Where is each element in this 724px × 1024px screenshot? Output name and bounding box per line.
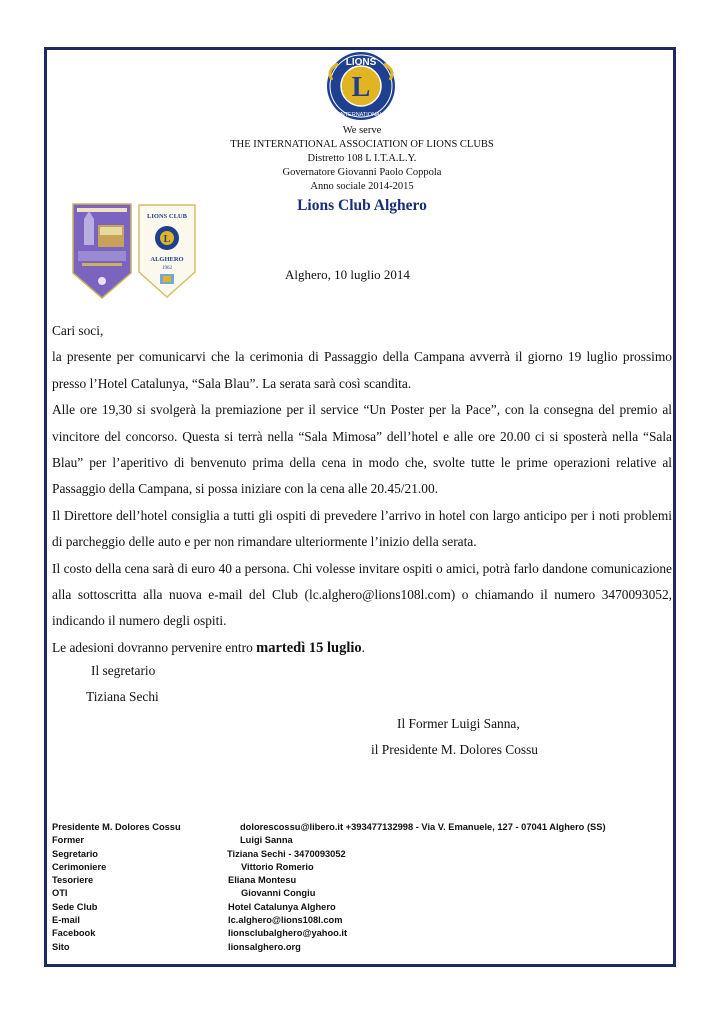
club-year: Anno sociale 2014-2015 [310, 181, 414, 192]
footer-contacts [52, 821, 672, 954]
footer-value: Vittorio Romerio [241, 861, 314, 872]
footer-row [52, 887, 672, 900]
paragraph-1: la presente per comunicarvi che la cerimonia di Passaggio della Campana avverrà il giorno 19 luglio prossimo presso l’Hotel Catalunya, “Sala Blau”. La serata sarà così scandita. [52, 349, 672, 391]
association-name: THE INTERNATIONAL ASSOCIATION OF LIONS CLUBS [230, 139, 494, 150]
deadline-prefix: Le adesioni dovranno pervenire entro [52, 639, 257, 655]
former-signature: Il Former Luigi Sanna, [397, 716, 520, 731]
governor: Governatore Giovanni Paolo Coppola [282, 167, 442, 178]
footer-value: Luigi Sanna [240, 835, 293, 846]
secretary-name: Tiziana Sechi [86, 689, 159, 704]
pennant-year: 1962 [162, 266, 172, 271]
paragraph-2: Alle ore 19,30 si svolgerà la premiazione per il service “Un Poster per la Pace”, con la consegna del premio al vincitore del concorso. Questa si terrà nella “Sala Mimosa” dell’hotel e alle ore 20.00 ci si sposterà nella “Sala Blau” per l’aperitivo di benvenuto prima della cena in modo che, svolte tutte le prime operazioni relative al Passaggio della Campana, si possa iniziare con la cena alle 20.45/21.00. [52, 402, 672, 497]
footer-label: Sito [52, 941, 70, 952]
footer-label: Sede Club [52, 901, 98, 912]
footer-value: Hotel Catalunya Alghero [228, 901, 336, 912]
footer-label: Tesoriere [52, 875, 94, 886]
footer-label: OTI [52, 888, 68, 899]
deadline-suffix: . [361, 639, 366, 655]
paragraph-3: Il Direttore dell’hotel consiglia a tutti gli ospiti di prevedere l’arrivo in hotel con largo anticipo per i noti problemi di parcheggio delle auto e per non rimandare ulteriormente l’inizio della serata. [52, 507, 672, 550]
footer-row [52, 927, 672, 940]
footer-value: lionsalghero.org [228, 941, 301, 952]
footer-row [52, 901, 672, 914]
pennant-title: LIONS CLUB [147, 213, 187, 220]
footer-value: Eliana Montesu [228, 875, 297, 886]
paragraph-4: Il costo della cena sarà di euro 40 a persona. Chi volesse invitare ospiti o amici, potrà farlo dandone comunicazione alla sottoscritta alla nuova e-mail del Club (lc.alghero@lions108l.com) o chiamando il numero 3470093052, indicando il numero degli ospiti. [52, 560, 672, 629]
secretary-role: Il segretario [91, 663, 156, 678]
club-title: Lions Club Alghero [297, 197, 427, 214]
pennant-city: ALGHERO [150, 256, 184, 263]
logo-bottom-text: INTERNATIONAL [339, 112, 383, 118]
footer-row [52, 941, 672, 954]
president-signature: il Presidente M. Dolores Cossu [371, 742, 539, 757]
footer-row [52, 861, 672, 874]
footer-label: Cerimoniere [52, 861, 107, 872]
greeting: Cari soci, [52, 323, 104, 338]
logo-top-text: LIONS [345, 57, 377, 68]
footer-row [52, 848, 672, 861]
lions-logo [322, 50, 400, 122]
district: Distretto 108 L I.T.A.L.Y. [307, 153, 417, 164]
letter-body [52, 318, 672, 661]
footer-value: lionsclubalghero@yahoo.it [228, 928, 348, 939]
district-pennant [72, 203, 132, 299]
footer-row [52, 914, 672, 927]
footer-label: Segretario [52, 848, 98, 859]
logo-letter: L [351, 72, 371, 103]
footer-row [52, 821, 672, 834]
footer-label: Presidente M. Dolores Cossu [52, 822, 181, 832]
footer-value: Tiziana Sechi - 3470093052 [227, 848, 346, 859]
letter-date: Alghero, 10 luglio 2014 [285, 267, 410, 282]
footer-label: E-mail [52, 915, 80, 926]
pennant-logo-letter: L [163, 234, 171, 245]
footer-row [52, 874, 672, 887]
footer-value: Giovanni Congiu [241, 888, 316, 899]
footer-row [52, 834, 672, 847]
footer-value: dolorescossu@libero.it +393477132998 - Via V. Emanuele, 127 - 07041 Alghero (SS) [240, 822, 606, 832]
footer-label: Former [52, 835, 85, 846]
deadline-date: martedì 15 luglio [256, 639, 362, 656]
motto: We serve [342, 125, 382, 136]
club-pennant [138, 204, 196, 298]
footer-label: Facebook [52, 928, 96, 939]
paragraph-5 [52, 635, 672, 661]
footer-value: lc.alghero@lions108l.com [228, 915, 343, 926]
